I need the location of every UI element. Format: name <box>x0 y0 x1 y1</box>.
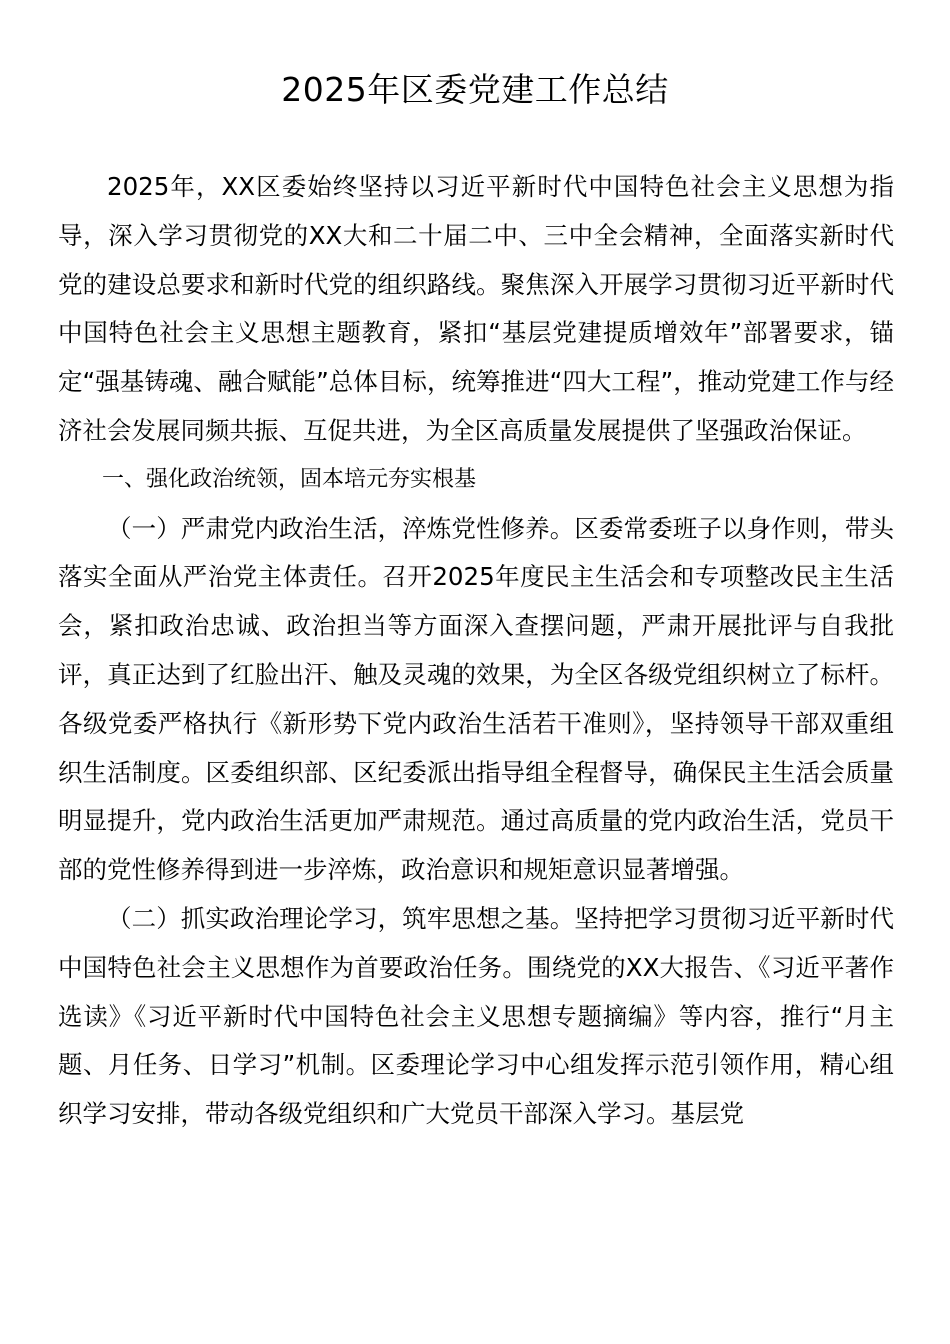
section-heading: 一、强化政治统领，固本培元夯实根基 <box>102 466 477 492</box>
document-body <box>58 163 894 1139</box>
subsection-paragraph-1: （一）严肃党内政治生活，淬炼党性修养。区委常委班子以身作则，带头落实全面从严治党主体责任。召开2025年度民主生活会和专项整改民主生活会，紧扣政治忠诚、政治担当等方面深入查摆问题，严肃开展批评与自我批评，真正达到了红脸出汗、触及灵魂的效果，为全区各级党组织树立了标杆。各级党委严格执行《新形势下党内政治生活若干准则》，坚持领导干部双重组织生活制度。区委组织部、区纪委派出指导组全程督导，确保民主生活会质量明显提升，党内政治生活更加严肃规范。通过高质量的党内政治生活，党员干部的党性修养得到进一步淬炼，政治意识和规矩意识显著增强。 <box>58 513 894 885</box>
subsection-paragraph-2: （二）抓实政治理论学习，筑牢思想之基。坚持把学习贯彻习近平新时代中国特色社会主义思想作为首要政治任务。围绕党的XX大报告、《习近平著作选读》《习近平新时代中国特色社会主义思想专题摘编》等内容，推行“月主题、月任务、日学习”机制。区委理论学习中心组发挥示范引领作用，精心组织学习安排，带动各级党组织和广大党员干部深入学习。基层党 <box>58 903 894 1129</box>
intro-paragraph: 2025年，XX区委始终坚持以习近平新时代中国特色社会主义思想为指导，深入学习贯彻党的XX大和二十届二中、三中全会精神，全面落实新时代党的建设总要求和新时代党的组织路线。聚焦深入开展学习贯彻习近平新时代中国特色社会主义思想主题教育，紧扣“基层党建提质增效年”部署要求，锚定“强基铸魂、融合赋能”总体目标，统筹推进“四大工程”，推动党建工作与经济社会发展同频共振、互促共进，为全区高质量发展提供了坚强政治保证。 <box>58 172 894 445</box>
page-title: 2025年区委党建工作总结 <box>281 70 669 109</box>
